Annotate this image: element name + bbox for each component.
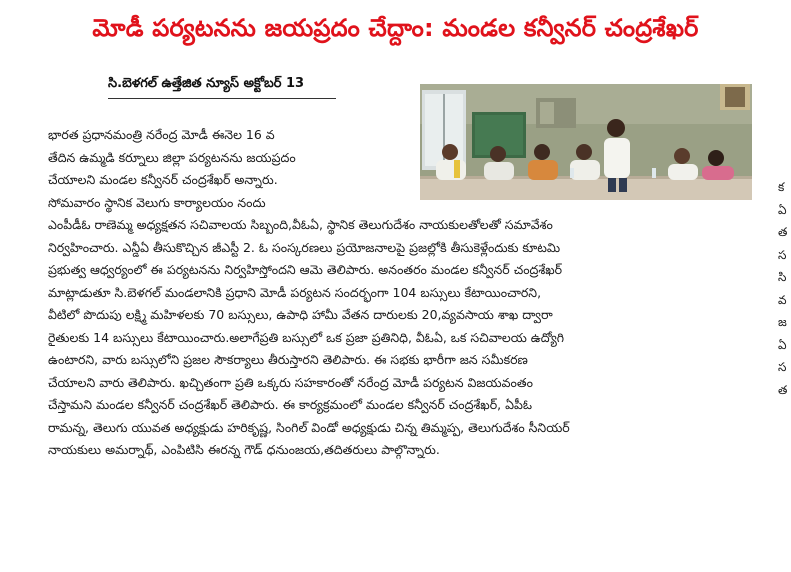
- edge-glyph: స: [778, 360, 787, 374]
- edge-glyph: ఏ: [778, 202, 787, 217]
- article-line: చేయాలని మండల కన్వీనర్ చంద్రశేఖర్ అన్నారు.: [48, 172, 278, 187]
- edge-glyph: సి: [778, 270, 787, 284]
- dateline: సి.బెళగల్ ఉత్తేజిత న్యూస్ అక్టోబర్ 13: [108, 76, 305, 91]
- edge-glyph: క: [778, 180, 785, 194]
- edge-glyph: ఏ: [778, 337, 787, 352]
- edge-glyph: వ: [778, 292, 787, 307]
- article-line: వీటిలో పొదుపు లక్ష్మి మహిళలకు 70 బస్సులు, ఉపాధి హామీ వేతన దారులకు 20,వ్యవసాయ శాఖ ద్వారా: [48, 307, 553, 322]
- edge-glyph: జ: [778, 315, 787, 329]
- article-line: నిర్వహించారు. ఎన్డీఏ తీసుకొచ్చిన జీఎస్టీ 2. ఓ సంస్కరణలు ప్రయోజనాలపై ప్రజల్లోకి తీసుకెళ్లేందుకు కూటమి: [48, 239, 561, 255]
- adjacent-column-edge: [778, 176, 791, 401]
- article-body: [48, 124, 762, 462]
- edge-glyph: త: [778, 225, 788, 239]
- article-line: రైతులకు 14 బస్సులు కేటాయించారు.అలాగేప్రతి బస్సులో ఒక ప్రజా ప్రతినిధి, వీఓఏ, ఒక సచివాలయ ఉద్యోగి: [48, 329, 565, 345]
- article-line: ప్రభుత్వ ఆధ్వర్యంలో ఈ పర్యటనను నిర్వహిస్తోందని ఆమె తెలిపారు. అనంతరం మండల కన్వీనర్ చంద్రశేఖర్: [48, 262, 563, 277]
- headline: మోడీ పర్యటనను జయప్రదం చేద్దాం: మండల కన్వీనర్ చంద్రశేఖర్: [92, 14, 699, 42]
- article-line: ఎంపీడీఓ రాణెమ్మ అధ్యక్షతన సచివాలయ సిబ్బంది,వీఓఏ, స్థానిక తెలుగుదేశం నాయకులతోలతో సమావేశం: [48, 217, 553, 232]
- dateline-underline: [108, 98, 336, 99]
- article-line: మాట్లాడుతూ సి.బెళగల్ మండలానికి ప్రధాని మోడీ పర్యటన సందర్భంగా 104 బస్సులు కేటాయించారని,: [48, 284, 542, 300]
- article-line: నాయకులు అమర్నాథ్, ఎంపిటిసి ఈరన్న గౌడ్ ధనుంజయ,తదితరులు పాల్గొన్నారు.: [48, 442, 440, 457]
- article-line: తేదిన ఉమ్మడి కర్నూలు జిల్లా పర్యటనను జయప్రదం: [48, 149, 296, 165]
- edge-glyph: స: [778, 247, 787, 262]
- article-line: భారత ప్రధానమంత్రి నరేంద్ర మోడీ ఈనెల 16 వ: [48, 127, 275, 142]
- article-line: ఉంటారని, వారు బస్సులోని ప్రజల సౌకర్యాలు తీరుస్తారని తెలిపారు. ఈ సభకు భారీగా జన సమీకరణ: [48, 352, 528, 367]
- article-line: చేస్తామని మండల కన్వీనర్ చంద్రశేఖర్ తెలిపారు. ఈ కార్యక్రమంలో మండల కన్వీనర్ చంద్రశేఖర్, ఏపీఓ: [48, 397, 533, 412]
- edge-glyph: త: [778, 382, 788, 397]
- article-line: సోమవారం స్థానిక వెలుగు కార్యాలయం నందు: [48, 194, 266, 210]
- article-line: చేయాలని వారు తెలిపారు. ఖచ్చితంగా ప్రతి ఒక్కరు సహకారంతో నరేంద్ర మోడీ పర్యటన విజయవంతం: [48, 374, 533, 390]
- article-line: రామన్న, తెలుగు యువత అధ్యక్షుడు హరికృష్ణ, సింగిల్ విండో అధ్యక్షుడు చిన్న తిమ్మప్ప, తెలుగుదేశం సీనియర్: [48, 419, 570, 435]
